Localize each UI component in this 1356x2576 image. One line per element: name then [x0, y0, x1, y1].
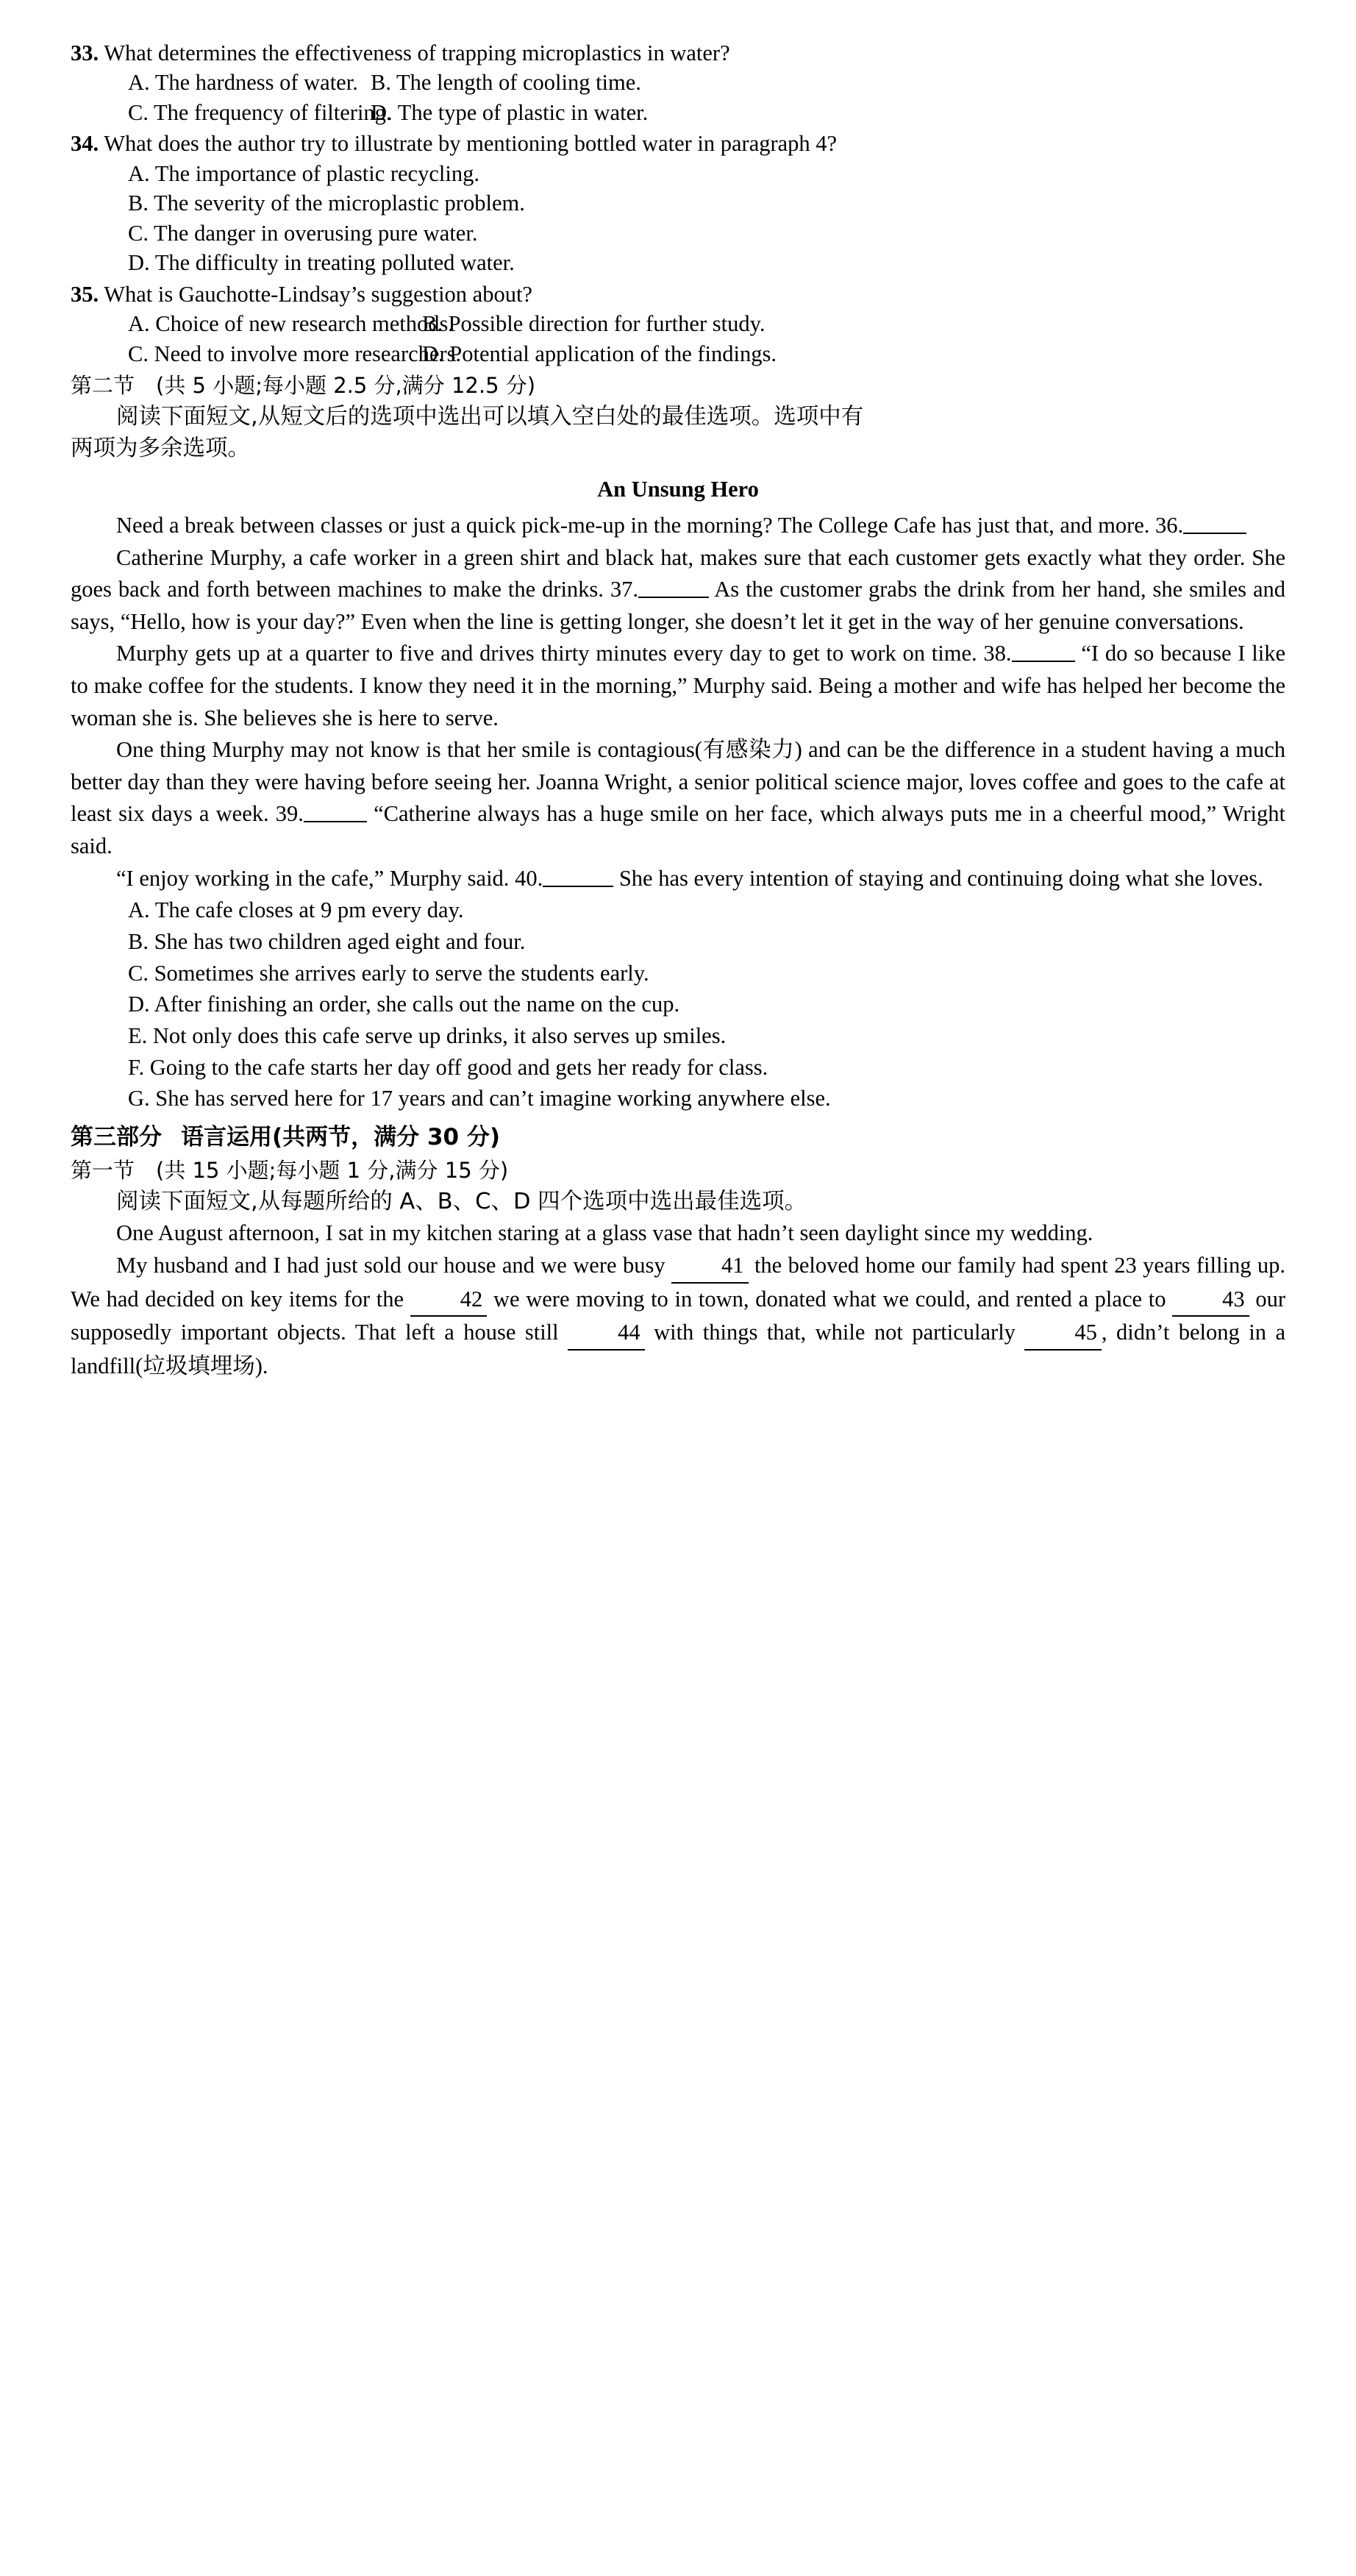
passage-p4-text-2: “Catherine always has a huge smile on her face, which always puts me in a cheerful mood,” Wright said.	[71, 801, 1285, 858]
answer-blank-42[interactable]: 42	[410, 1284, 488, 1317]
question-34-stem-line	[71, 129, 1285, 158]
question-33-options-row-2	[71, 98, 1285, 128]
cloze-paragraph-1	[71, 1217, 1285, 1250]
question-34	[71, 129, 1285, 278]
cloze-p1-text: One August afternoon, I sat in my kitchen staring at a glass vase that hadn’t seen daylight since my wedding.	[116, 1220, 1093, 1246]
question-33-options-row-1	[71, 68, 1285, 98]
part-three-heading-right: 语言运用(共两节，满分 30 分)	[181, 1124, 501, 1151]
part-three-heading	[71, 1122, 1285, 1153]
answer-blank-44[interactable]: 44	[568, 1317, 645, 1351]
question-35	[71, 280, 1285, 369]
answer-blank-36[interactable]	[1183, 510, 1246, 534]
cloze-p2-text-4: our supposedly important objects. That left a house still	[71, 1286, 1285, 1345]
question-34-stem: What does the author try to illustrate by mentioning bottled water in paragraph 4?	[104, 131, 838, 157]
question-33-option-a[interactable]: A. The hardness of water.	[128, 70, 358, 96]
passage-p3-text-2: “I do so because I like to make coffee for the students. I know they need it in the morning,” Murphy said. Being a mother and wife has helped her become the woman she is. She believes she is here to serve.	[71, 641, 1285, 730]
question-34-option-d[interactable]: D. The difficulty in treating polluted water.	[128, 250, 515, 276]
question-35-option-a[interactable]: A. Choice of new research methods.	[128, 311, 454, 337]
question-33-option-b[interactable]: B. The length of cooling time.	[371, 70, 641, 96]
question-35-stem: What is Gauchotte-Lindsay’s suggestion about?	[104, 281, 532, 307]
passage-paragraph-2	[71, 542, 1285, 638]
section-two-heading: 第二节 (共 5 小题;每小题 2.5 分,满分 12.5 分)	[71, 373, 536, 399]
question-33-stem: What determines the effectiveness of trapping microplastics in water?	[104, 40, 730, 65]
question-33-option-d[interactable]: D. The type of plastic in water.	[371, 99, 649, 125]
passage-p2-text-2: As the customer grabs the drink from her hand, she smiles and says, “Hello, how is your day?” Even when the line is getting longer, she doesn’t let it get in the way of her genuine conversations.	[71, 577, 1285, 634]
section-two-choice-b[interactable]: B. She has two children aged eight and four.	[128, 928, 526, 954]
part-three-section-one-heading: 第一节 (共 15 小题;每小题 1 分,满分 15 分)	[71, 1158, 509, 1184]
blank-marker-37: 37.	[610, 577, 638, 602]
section-two-choice-f[interactable]: F. Going to the cafe starts her day off good and gets her ready for class.	[128, 1054, 768, 1080]
passage-p5-text-1: “I enjoy working in the cafe,” Murphy said.	[116, 865, 515, 891]
blank-marker-40: 40.	[515, 865, 543, 891]
question-35-option-b[interactable]: B. Possible direction for further study.	[422, 311, 766, 337]
answer-blank-41[interactable]: 41	[671, 1250, 749, 1284]
passage-p4-text-1: One thing Murphy may not know is that her smile is contagious(有感染力) and can be the difference in a student having a much better day than they were having before seeing her. Joanna Wright, a senior political science major, loves coffee and goes to the cafe at least six days a week.	[71, 737, 1285, 827]
answer-blank-40[interactable]	[543, 863, 613, 887]
answer-blank-37[interactable]	[638, 574, 709, 599]
passage-title: An Unsung Hero	[597, 476, 759, 502]
question-33-option-c[interactable]: C. The frequency of filtering.	[128, 99, 392, 125]
cloze-p2-text-1: My husband and I had just sold our house and we were busy	[116, 1253, 672, 1278]
section-two-choice-e[interactable]: E. Not only does this cafe serve up drinks, it also serves up smiles.	[128, 1022, 727, 1048]
blank-marker-38: 38.	[983, 641, 1012, 666]
part-three-heading-left: 第三部分	[71, 1124, 162, 1151]
cloze-paragraph-2	[71, 1250, 1285, 1382]
passage-paragraph-4	[71, 734, 1285, 862]
answer-blank-45[interactable]: 45	[1024, 1317, 1102, 1351]
question-35-option-d[interactable]: D. Potential application of the findings.	[422, 341, 777, 366]
passage-paragraph-5	[71, 863, 1285, 895]
question-34-option-b[interactable]: B. The severity of the microplastic problem.	[128, 191, 525, 216]
question-34-option-a[interactable]: A. The importance of plastic recycling.	[128, 160, 479, 186]
question-33-stem-line	[71, 38, 1285, 68]
passage-paragraph-1	[71, 510, 1285, 542]
section-two-instruction-line1: 阅读下面短文,从短文后的选项中选出可以填入空白处的最佳选项。选项中有	[116, 403, 864, 430]
section-two-choice-d[interactable]: D. After finishing an order, she calls out the name on the cup.	[128, 992, 680, 1017]
question-35-options-row-2	[71, 339, 1285, 369]
part-three-instruction: 阅读下面短文,从每题所给的 A、B、C、D 四个选项中选出最佳选项。	[116, 1188, 807, 1214]
question-35-stem-line	[71, 280, 1285, 309]
question-34-number: 34.	[71, 131, 99, 157]
section-two-choice-g[interactable]: G. She has served here for 17 years and can’t imagine working anywhere else.	[128, 1086, 831, 1111]
question-35-option-c[interactable]: C. Need to involve more researchers.	[128, 341, 462, 366]
answer-blank-38[interactable]	[1012, 638, 1075, 663]
question-33	[71, 38, 1285, 127]
blank-marker-39: 39.	[275, 801, 304, 827]
blank-marker-36: 36.	[1155, 512, 1184, 538]
section-two-choice-c[interactable]: C. Sometimes she arrives early to serve the students early.	[128, 960, 649, 986]
cloze-p2-text-2: the beloved home our family had spent 23 years filling up. We had decided on key items for the	[71, 1253, 1285, 1312]
question-35-number: 35.	[71, 281, 99, 307]
section-two-choice-a[interactable]: A. The cafe closes at 9 pm every day.	[128, 897, 464, 923]
cloze-p2-text-5: with things that, while not particularly	[644, 1320, 1025, 1345]
passage-p3-text-1: Murphy gets up at a quarter to five and drives thirty minutes every day to get to work on time.	[116, 641, 984, 666]
passage-paragraph-3	[71, 638, 1285, 734]
question-33-number: 33.	[71, 40, 99, 65]
passage-p2-text-1: Catherine Murphy, a cafe worker in a green shirt and black hat, makes sure that each customer gets exactly what they order. She goes back and forth between machines to make the drinks.	[71, 544, 1285, 602]
cloze-p2-text-6: , didn’t belong in a landfill(垃圾填埋场).	[71, 1320, 1285, 1378]
section-two-instruction-line2: 两项为多余选项。	[71, 435, 250, 462]
passage-p5-text-2: She has every intention of staying and continuing doing what she loves.	[613, 865, 1263, 891]
cloze-p2-text-3: we were moving to in town, donated what we could, and rented a place to	[487, 1286, 1173, 1312]
question-35-options-row-1	[71, 309, 1285, 339]
answer-blank-43[interactable]: 43	[1172, 1284, 1249, 1317]
answer-blank-39[interactable]	[304, 799, 367, 823]
question-34-option-c[interactable]: C. The danger in overusing pure water.	[128, 220, 478, 246]
passage-p1-text-1: Need a break between classes or just a quick pick-me-up in the morning? The College Cafe has just that, and more.	[116, 512, 1156, 538]
